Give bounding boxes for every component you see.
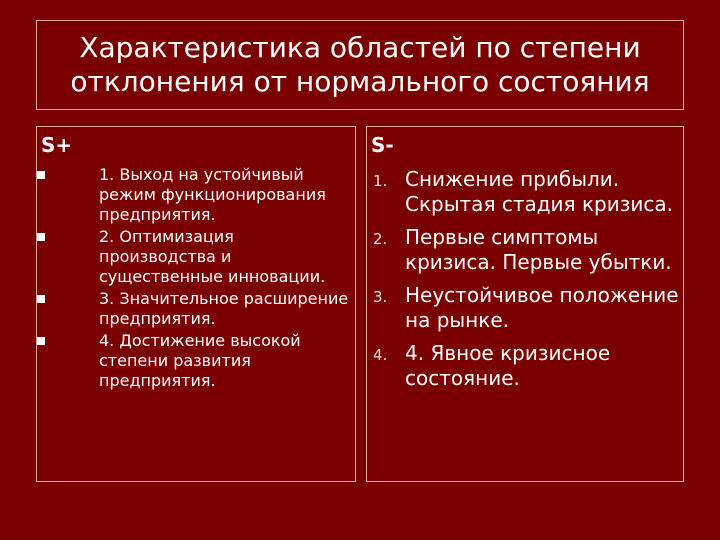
list-item-text: 2. Оптимизация производства и существенные инновации. <box>99 227 326 286</box>
list-item <box>65 227 355 287</box>
list-item <box>367 225 683 275</box>
list-item-text: Первые симптомы кризиса. Первые убытки. <box>405 225 672 274</box>
list-item-text: 3. Значительное расширение предприятия. <box>99 289 349 328</box>
right-list <box>367 167 683 391</box>
list-item-text: 4. Достижение высокой степени развития предприятия. <box>99 331 301 390</box>
list-item-text: 1. Выход на устойчивый режим функционирования предприятия. <box>99 165 326 224</box>
item-number: 1. <box>373 172 388 190</box>
left-list <box>37 165 355 391</box>
left-heading: S+ <box>41 133 73 157</box>
item-number: 3. <box>373 288 388 306</box>
item-number: 2. <box>373 230 388 248</box>
list-item <box>65 331 355 391</box>
list-item <box>367 167 683 217</box>
item-number: 4. <box>373 346 388 364</box>
list-item-text: 4. Явное кризисное состояние. <box>405 341 611 390</box>
list-item-text: Неустойчивое положение на рынке. <box>405 283 679 332</box>
title-box <box>36 20 684 110</box>
list-item <box>367 283 683 333</box>
right-heading: S- <box>371 133 394 157</box>
slide-title: Характеристика областей по степени отклонения от нормального состояния <box>70 31 650 98</box>
square-bullet-icon <box>37 337 45 345</box>
list-item-text: Снижение прибыли. Скрытая стадия кризиса. <box>405 167 673 216</box>
square-bullet-icon <box>37 171 45 179</box>
list-item <box>367 341 683 391</box>
right-column <box>366 126 684 482</box>
list-item <box>65 289 355 329</box>
left-column <box>36 126 356 482</box>
list-item <box>65 165 355 225</box>
square-bullet-icon <box>37 295 45 303</box>
square-bullet-icon <box>37 233 45 241</box>
